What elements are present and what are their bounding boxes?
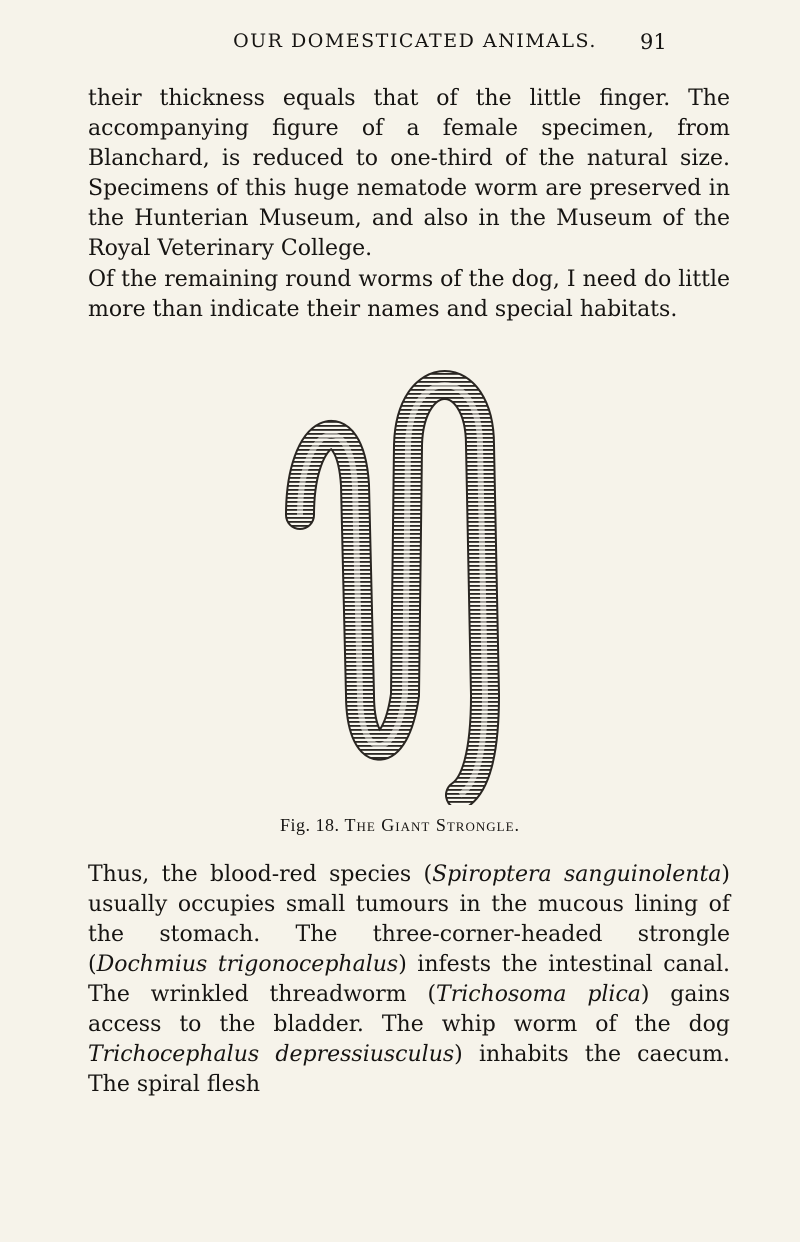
paragraph-3-text-3: ) infests the intestinal canal. The wrinkled threadworm ( (88, 952, 730, 1007)
paragraph-3 (88, 860, 730, 1100)
species-name-1: Spiroptera sanguinolenta (432, 862, 722, 887)
paragraph-1: their thickness equals that of the little finger. The accompanying figure of a female specimen, from Blanchard, is reduced to one-third of the natural size. Specimens of this huge nematode worm are preserved in the Hunterian Museum, and also in the Museum of the Royal Veterinary College. (88, 86, 730, 261)
figure-caption (0, 815, 800, 836)
species-name-4: Trichocephalus depressiusculus (88, 1042, 455, 1067)
paragraph-3-text-2: ) usually occupies small tumours in the mucous lining of the stomach. The three-corner-headed strongle ( (88, 862, 730, 977)
species-name-3: Trichosoma plica (436, 982, 641, 1007)
paragraph-2: Of the remaining round worms of the dog, I need do little more than indicate their names and special habitats. (88, 267, 731, 322)
giant-strongle-illustration (280, 365, 520, 805)
paragraph-3-text-5: ) inhabits the caecum. The spiral flesh (88, 1042, 730, 1097)
running-head (0, 30, 800, 52)
figure-label: Fig. 18. (279, 815, 340, 835)
paragraph-3-text-1: Thus, the blood-red species ( (88, 862, 433, 887)
species-name-2: Dochmius trigonocephalus (96, 952, 399, 977)
paragraph-3-text-4: ) gains access to the bladder. The whip worm of the dog (88, 982, 730, 1037)
figure-title: The Giant Strongle. (344, 815, 521, 835)
running-title: OUR DOMESTICATED ANIMALS. (233, 30, 597, 52)
page-number: 91 (640, 30, 667, 54)
